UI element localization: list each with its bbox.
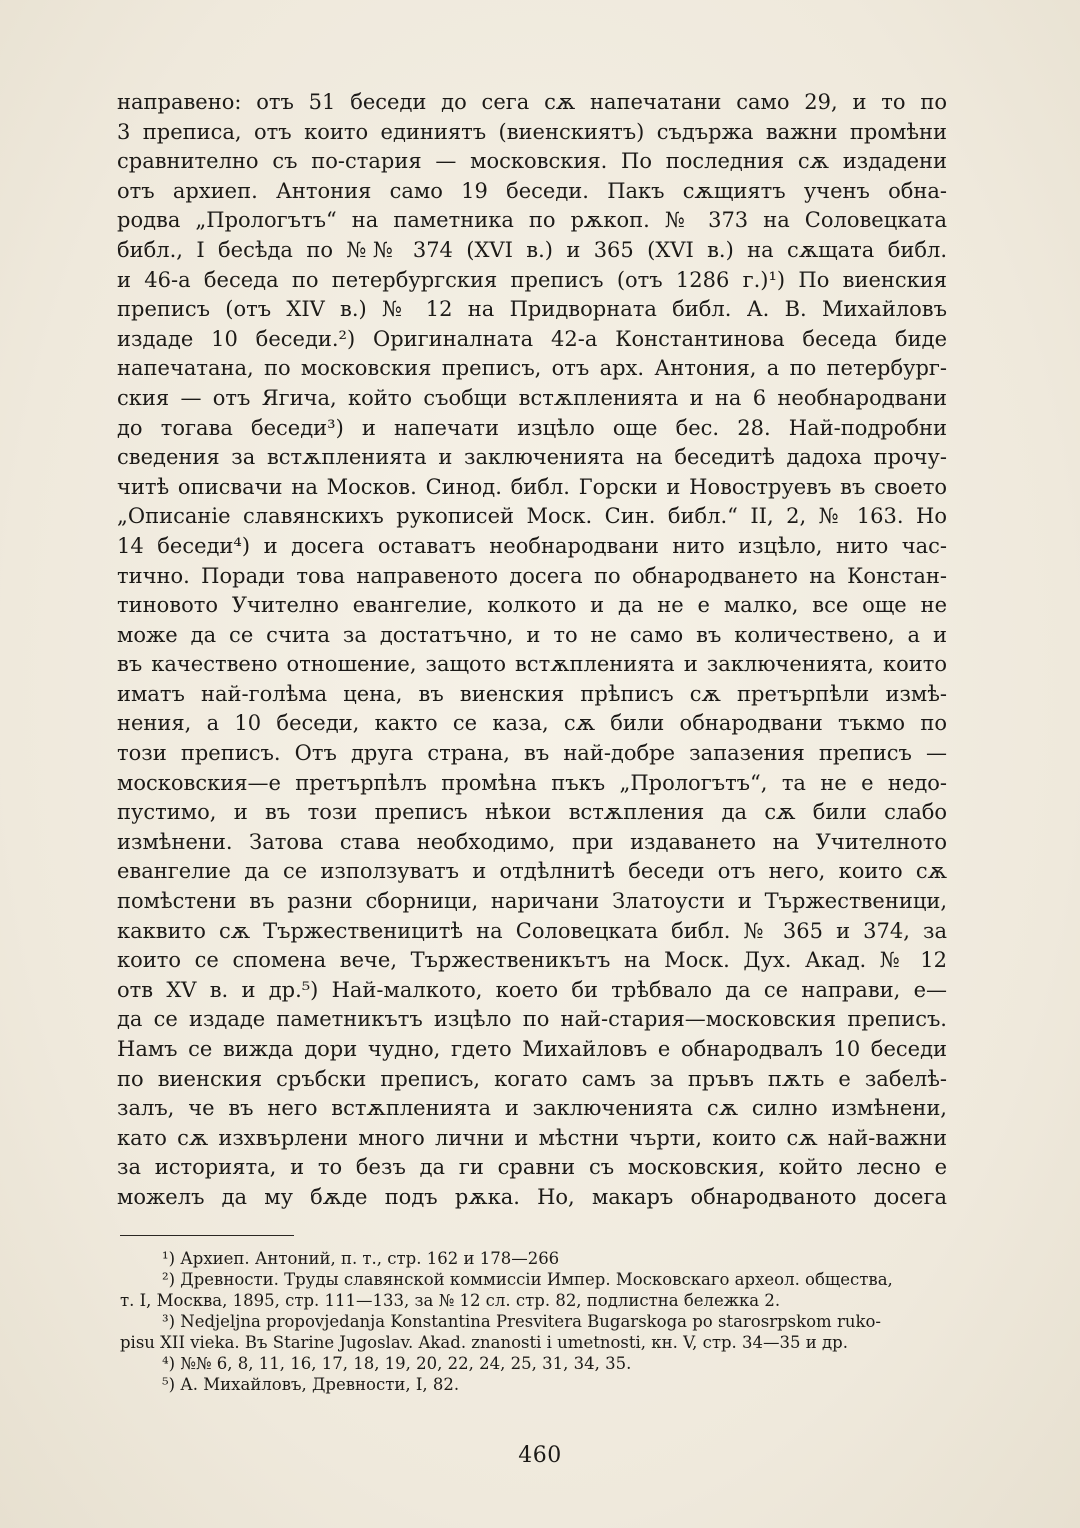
text-line: тиновото Учително евангелие, колкото и да не е малко, все още не	[117, 593, 947, 618]
text-line: 14 беседи⁴) и досега оставатъ необнародвани нито изцѣло, нито час-	[117, 533, 947, 558]
footnote-2-continued: т. I, Москва, 1895, стр. 111—133, за № 12 сл. стр. 82, подлистна бележка 2.	[120, 1291, 781, 1310]
text-line: ския — отъ Ягича, който съобщи встѫпленията и на 6 необнародвани	[117, 385, 947, 410]
text-line: сведения за встѫпленията и заключенията на беседитѣ дадоха прочу-	[117, 445, 947, 470]
text-line: помѣстени въ разни сборници, наричани Златоусти и Тържественици,	[117, 889, 947, 914]
text-line: евангелие да се използуватъ и отдѣлнитѣ беседи отъ него, които сѫ	[117, 859, 947, 884]
footnote-3: ³) Nedjeljna propovjedanja Konstantina Presvitera Bugarskoga po starosrpskom ruko-	[162, 1312, 881, 1331]
text-line: въ качествено отношение, защото встѫпленията и заключенията, които	[117, 652, 947, 677]
text-line: напечатана, по московския преписъ, отъ арх. Антония, а по петербург-	[117, 356, 947, 381]
text-line: 3 преписа, отъ които единиятъ (виенскиятъ) съдържа важни промѣни	[117, 119, 947, 144]
text-line: отв XV в. и др.⁵) Най-малкото, което би трѣбвало да се направи, е—	[117, 977, 947, 1002]
text-line: залъ, че въ него встѫпленията и заключенията сѫ силно измѣнени,	[117, 1096, 947, 1121]
text-line: библ., I бесѣда по №№ 374 (XVI в.) и 365 (XVI в.) на сѫщата библ.	[117, 237, 947, 262]
text-line: каквито сѫ Тържественицитѣ на Соловецката библ. № 365 и 374, за	[117, 918, 947, 943]
text-line: можелъ да му бѫде подъ рѫка. Но, макаръ обнародваното досега	[117, 1184, 947, 1209]
footnote-4: ⁴) №№ 6, 8, 11, 16, 17, 18, 19, 20, 22, 24, 25, 31, 34, 35.	[162, 1354, 632, 1373]
text-line: сравнително съ по-стария — московския. По последния сѫ издадени	[117, 149, 947, 174]
footnote-2: ²) Древности. Труды славянской коммиссіи Импер. Московскагo археол. общества,	[162, 1270, 893, 1289]
text-line: като сѫ изхвърлени много лични и мѣстни чърти, които сѫ най-важни	[117, 1125, 947, 1150]
text-line: издаде 10 беседи.²) Оригиналната 42-а Константинова беседа биде	[117, 326, 947, 351]
main-text	[117, 88, 947, 1213]
text-line: по виенския сръбски преписъ, когато самъ за пръвъ пѫть е забелѣ-	[117, 1066, 947, 1091]
text-line: и 46-а беседа по петербургския преписъ (отъ 1286 г.)¹) По виенския	[117, 267, 947, 292]
text-line: за историята, и то безъ да ги сравни съ московския, който лесно е	[117, 1155, 947, 1180]
page-number: 460	[518, 1443, 562, 1468]
text-line: Намъ се вижда дори чудно, гдето Михайловъ е обнародвалъ 10 беседи	[117, 1037, 947, 1061]
text-line: преписъ (отъ XIV в.) № 12 на Придворната библ. А. В. Михайловъ	[117, 297, 947, 322]
text-line: пустимо, и въ този преписъ нѣкои встѫпления да сѫ били слабо	[117, 800, 947, 825]
text-line: нения, а 10 беседи, както се каза, сѫ били обнародвани тъкмо по	[117, 711, 947, 736]
text-line: читѣ описвачи на Москов. Синод. библ. Горски и Новоструевъ въ своето	[117, 474, 947, 499]
text-line: този преписъ. Отъ друга страна, въ най-добре запазения преписъ —	[117, 741, 947, 766]
text-line: които се спомена вече, Тържественикътъ на Моск. Дух. Акад. № 12	[117, 948, 947, 973]
text-line: „Описаніе славянскихъ рукописей Моск. Син. библ.“ II, 2, № 163. Но	[117, 504, 947, 529]
footnote-separator	[120, 1235, 294, 1236]
text-line: родва „Прологътъ“ на паметника по рѫкоп. № 373 на Соловецката	[117, 208, 947, 233]
text-line: московския—е претърпѣлъ промѣна пъкъ „Прологътъ“, та не е недо-	[117, 770, 947, 795]
footnote-5: ⁵) А. Михайловъ, Древности, I, 82.	[162, 1375, 460, 1394]
text-line: направено: отъ 51 беседи до сега сѫ напечатани само 29, и то по	[117, 90, 947, 114]
footnote-1: ¹) Архиеп. Антоний, п. т., стр. 162 и 178—266	[162, 1249, 560, 1268]
text-line: може да се счита за достатъчно, и то не само въ количествено, а и	[117, 622, 947, 647]
footnote-3-continued: pisu XII vieka. Въ Starine Jugoslav. Akad. znanosti i umetnosti, кн. V, стр. 34—35 и др.	[120, 1333, 848, 1352]
footnotes	[120, 1248, 950, 1395]
text-line: измѣнени. Затова става необходимо, при издаването на Учителното	[117, 829, 947, 854]
text-line: тично. Поради това направеното досега по обнародването на Констан-	[117, 563, 947, 588]
text-line: отъ архиеп. Антония само 19 беседи. Пакъ сѫщиятъ ученъ обна-	[117, 178, 947, 203]
text-line: да се издаде паметникътъ изцѣло по най-стария—московския преписъ.	[117, 1007, 947, 1032]
text-line: до тогава беседи³) и напечати изцѣло още бес. 28. Най-подробни	[117, 415, 947, 440]
text-line: иматъ най-голѣма цена, въ виенския прѣписъ сѫ претърпѣли измѣ-	[117, 681, 947, 706]
